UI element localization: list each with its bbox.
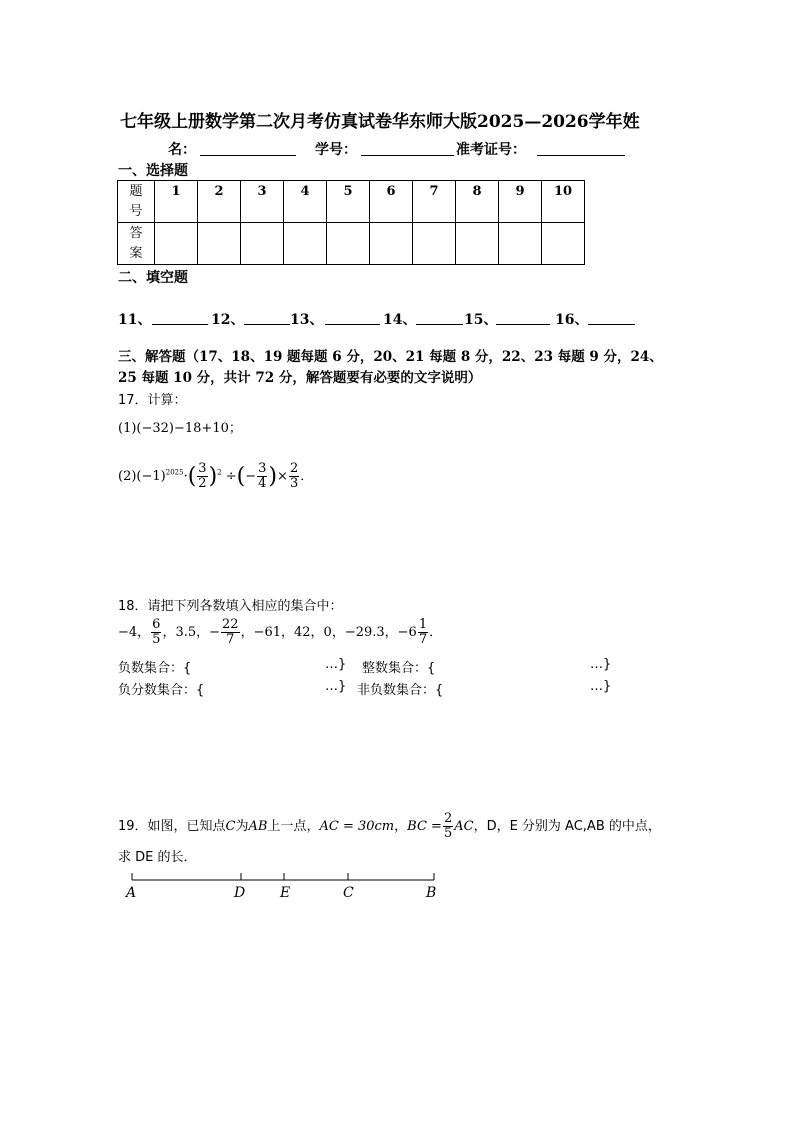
label-e: E xyxy=(280,885,291,901)
label-a: A xyxy=(126,885,137,901)
q19-line1: 19．如图，已知点C为AB上一点，AC = 30cm，BC = $\frac{2}{5}$ AC，D，E 分别为 AC,AB 的中点， xyxy=(118,811,661,841)
answer-cell[interactable] xyxy=(370,223,413,265)
q17-part2: $(2)(-1)^{2025}\cdot$( $\frac{3}{2}$ )$^2$ ÷(− $\frac{3}{4}$ )× $\frac{2}{3}$ ． xyxy=(118,461,314,491)
q17-exponent: 2025 xyxy=(165,468,184,477)
q19-text-a: 19．如图，已知点 xyxy=(118,819,226,834)
q17-frac-3-4: $\frac{3}{4}$ xyxy=(258,461,267,491)
name-blank[interactable] xyxy=(200,141,296,156)
student-id-blank[interactable] xyxy=(361,141,454,156)
fill-blank-11[interactable] xyxy=(152,310,208,325)
exam-number-label: 准考证号： xyxy=(456,142,526,158)
q19-bc: BC = xyxy=(407,819,442,834)
student-id-label: 学号： xyxy=(315,142,357,158)
section-solve-line2: 25 每题 10 分，共计 72 分，解答题要有必要的文字说明） xyxy=(118,370,482,386)
answer-table xyxy=(117,180,585,265)
q19-ac-value: AC = 30cm xyxy=(319,819,395,834)
set-negative-close: …} xyxy=(325,657,347,672)
q17-frac-2-3: $\frac{2}{3}$ xyxy=(289,461,299,491)
q19-text-d: ，D，E 分别为 AC,AB 的中点， xyxy=(473,819,661,834)
qnum-9: 9 xyxy=(499,181,542,223)
qnum-10: 10 xyxy=(542,181,585,223)
fill-blank-14[interactable] xyxy=(416,310,463,325)
answer-cell[interactable] xyxy=(241,223,284,265)
exam-title: 七年级上册数学第二次月考仿真试卷华东师大版2025—2026学年姓 xyxy=(120,112,640,132)
q19-point-c: C xyxy=(225,819,236,834)
fill-blank-16[interactable] xyxy=(588,310,635,325)
label-d: D xyxy=(234,885,246,901)
section-fill: 二、填空题 xyxy=(118,270,188,286)
q18-frac-22-7: $\frac{22}{7}$ xyxy=(222,617,239,647)
answer-table-answer-row xyxy=(118,223,585,265)
fill-blank-12[interactable] xyxy=(244,310,290,325)
answer-cell[interactable] xyxy=(542,223,585,265)
header-question: 题 号 xyxy=(118,181,155,223)
section-choice: 一、选择题 xyxy=(118,163,188,179)
q17-square: 2 xyxy=(217,468,222,477)
q17-part1: (1)(−32)−18+10； xyxy=(118,421,242,436)
answer-cell[interactable] xyxy=(499,223,542,265)
fill-label-15: 15、 xyxy=(464,312,498,328)
q19-text-c: 上一点， xyxy=(267,819,320,834)
q18-numbers: −4， $\frac{6}{5}$ ，3.5，− $\frac{22}{7}$ ，−61，42，0，−29.3，−6 $\frac{1}{7}$ ． xyxy=(118,617,443,647)
fill-label-13: 13、 xyxy=(290,312,324,328)
qnum-4: 4 xyxy=(284,181,327,223)
answer-table-header-row xyxy=(118,181,585,223)
set-negfrac-label: 负分数集合：{ xyxy=(118,683,205,698)
answer-cell[interactable] xyxy=(284,223,327,265)
q19-ac: AC xyxy=(454,819,474,834)
fill-label-11: 11、 xyxy=(118,312,152,328)
answer-cell[interactable] xyxy=(198,223,241,265)
fill-blank-15[interactable] xyxy=(496,310,550,325)
qnum-2: 2 xyxy=(198,181,241,223)
q19-line2: 求 DE 的长． xyxy=(118,850,197,865)
header-answer: 答 案 xyxy=(118,223,155,265)
q19-frac-2-5: $\frac{2}{5}$ xyxy=(443,811,453,841)
qnum-1: 1 xyxy=(155,181,198,223)
q18-frac-6-5: $\frac{6}{5}$ xyxy=(152,617,161,647)
fill-label-12: 12、 xyxy=(211,312,245,328)
q19-seg-ab: AB xyxy=(248,819,268,834)
exam-number-blank[interactable] xyxy=(537,141,625,156)
qnum-8: 8 xyxy=(456,181,499,223)
label-b: B xyxy=(426,885,437,901)
answer-cell[interactable] xyxy=(327,223,370,265)
q17-label: 17．计算： xyxy=(118,393,187,408)
fill-label-14: 14、 xyxy=(383,312,417,328)
fill-blank-13[interactable] xyxy=(325,310,380,325)
line-segment-diagram xyxy=(120,868,450,902)
qnum-7: 7 xyxy=(413,181,456,223)
section-solve-line1: 三、解答题（17、18、19 题每题 6 分，20、21 每题 8 分，22、23 每题 9 分，24、 xyxy=(118,349,663,365)
set-integer-close: …} xyxy=(590,657,612,672)
set-nonneg-close: …} xyxy=(590,679,612,694)
q18-label: 18．请把下列各数填入相应的集合中： xyxy=(118,599,343,614)
set-negative-label: 负数集合：{ xyxy=(118,661,192,676)
fill-label-16: 16、 xyxy=(555,312,589,328)
set-integer-label: 整数集合：{ xyxy=(362,661,436,676)
q17-frac-3-2: $\frac{3}{2}$ xyxy=(198,461,207,491)
q19-text-b: 为 xyxy=(235,819,249,834)
name-label: 名： xyxy=(168,142,196,158)
label-c: C xyxy=(343,885,354,901)
q18-frac-1-7: $\frac{1}{7}$ xyxy=(418,617,428,647)
answer-cell[interactable] xyxy=(155,223,198,265)
set-negfrac-close: …} xyxy=(325,679,347,694)
answer-cell[interactable] xyxy=(413,223,456,265)
qnum-5: 5 xyxy=(327,181,370,223)
set-nonneg-label: 非负数集合：{ xyxy=(357,683,444,698)
q17-part2-prefix: (2) xyxy=(118,469,137,484)
answer-cell[interactable] xyxy=(456,223,499,265)
qnum-6: 6 xyxy=(370,181,413,223)
qnum-3: 3 xyxy=(241,181,284,223)
